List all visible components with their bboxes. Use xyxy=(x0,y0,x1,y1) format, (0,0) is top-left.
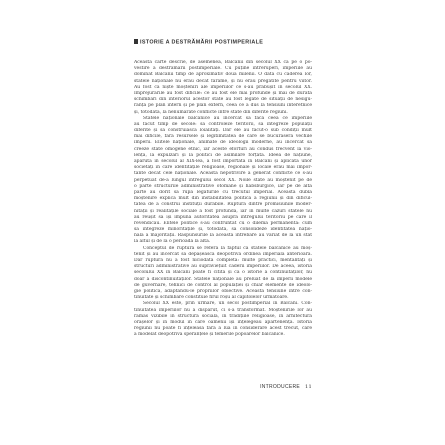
text-line: imperii. Elitele naționale, animate de ideologii moderne, au încercat să xyxy=(134,140,312,146)
text-line: Au fost ca niște moșteniri ale imperiilor ce s-au prăbușit în secolul XX. xyxy=(134,84,312,90)
text-line: statele naționale nu erau decât fărâme, și nu erau pregătite pentru viitor. xyxy=(134,78,312,84)
text-line: să integreze minoritățile și, totodată, să consolideze identitatea națio- xyxy=(134,227,312,233)
text-line: dominat Balcanii timp de aproximativ două milenii. O dată cu căderea lor, xyxy=(134,72,312,78)
running-header-text: ISTORIE A DESTRĂMĂRII POSTIMPERIALE xyxy=(140,39,264,46)
text-line: regiunii nu poate fi înțeleasă fără a lua în considerare acest trecut, care xyxy=(134,326,312,332)
text-line: diferite și să construiască loialități. Dar ele au făcut-o sub condiții mult xyxy=(134,128,312,134)
text-line: tinuitate și schimbare constituie firul roșu al capitolelor următoare. xyxy=(134,295,289,301)
body-text xyxy=(134,60,312,338)
text-line: structuri administrative au supraviețuit căderii imperiilor. De aceea, istoria xyxy=(134,264,312,270)
page-number: 11 xyxy=(305,384,312,390)
text-line: creeze state omogene etnic, iar aceste eforturi au condus frecvent la vio- xyxy=(134,146,312,152)
running-header xyxy=(134,39,263,45)
text-line: de guvernare, tehnici de control al populației și chiar elemente de ideolo- xyxy=(134,282,312,288)
text-line: la altul și de la o perioadă la alta. xyxy=(134,239,211,245)
text-line: doar a discontinuităților. Statele naționale au preluat de la imperii modele xyxy=(134,276,312,282)
page-footer xyxy=(134,384,312,390)
paragraph xyxy=(134,301,312,338)
text-line: perpetuat de-a lungul întregului secol XX. Noile state au moștenit pe de xyxy=(134,177,312,183)
text-line: Dar ruptura nu a fost niciodată completă: multe practici, mentalități și xyxy=(134,258,312,263)
text-line: a modelat deopotrivă speranțele și temerile popoarelor balcanice. xyxy=(134,332,285,338)
footer-label: INTRODUCERE xyxy=(260,384,301,390)
text-line: Această carte descrie, de asemenea, Balcanii din secolul XX ca pe o po- xyxy=(134,60,312,65)
text-line: moștenire explică mult din instabilitatea politică a regiunii și din dificul- xyxy=(134,196,312,202)
text-line: gie politică, adaptându-le propriilor obiective. Această tensiune între con- xyxy=(134,288,312,294)
text-line: au reușit să își impună autoritatea asupra întregului teritoriu pe care îl xyxy=(134,214,312,220)
text-line: secolului XX în Balcani poate fi citită și ca o istorie a continuităților, nu xyxy=(134,270,312,276)
text-line: apărută în secolul al XIX-lea, a fost importată în Balcani și aplicată unor xyxy=(134,159,312,164)
text-line: orașelor și în modul în care oamenii își înțelegeau apartenența. Istoria xyxy=(134,319,312,325)
text-line: tinuitatea imperiilor nu a dispărut, ci s-a transformat. Moștenirile lor au xyxy=(134,307,312,313)
text-line: rămas vizibile în structura socială, în tradițiile religioase, în arhitectura xyxy=(134,313,312,319)
text-line: tenit și au încercat să depășească deopotrivă ordinea imperială anterioară. xyxy=(134,251,312,257)
text-line: o parte structurile administrative otomane și habsburgice, iar pe de altă xyxy=(134,183,312,189)
text-line: ranță pe plan intern și pe plan extern, ceea ce a dus la tensiuni interetnice xyxy=(134,103,312,109)
text-line: Conceptul de ruptură se referă la faptul că statele balcanice au moș- xyxy=(143,245,312,251)
text-line: au făcut timp de secole: să controleze teritorii, să integreze populații xyxy=(134,121,312,127)
text-line: Împrejurările au fost dificile: ce au fost ele mai profunde și mai de durată xyxy=(134,90,312,96)
text-line: Secolul XX este, prin urmare, un secol postimperial în Balcani. Con- xyxy=(143,301,312,307)
text-line: schimbări din interiorul acestor state au fost legate de situații de nesigu- xyxy=(134,97,312,103)
paragraph xyxy=(134,60,312,116)
header-marker xyxy=(134,39,138,44)
text-line: revendicau. Elitele politice s-au confruntat cu o dilemă permanentă: cum xyxy=(134,220,312,226)
text-line: tatea de a construi instituții durabile. Ruptura dintre promisiunile moder- xyxy=(134,202,312,208)
text-line: și, totodată, la nenumărate conflicte între state din diferite regiuni. xyxy=(134,109,288,115)
text-line: societăți în care identitățile religioase, regionale și locale erau mai impor- xyxy=(134,165,312,171)
text-line: Statele naționale balcanice au încercat să facă ceea ce imperiile xyxy=(143,115,312,121)
text-line: nității și realitățile sociale a fost profundă, iar în multe cazuri statele nu xyxy=(134,208,312,214)
text-line: vestire a destrămării postimperiale. Cu puține întreruperi, imperiile au xyxy=(134,66,312,72)
text-line: lență, la expulzări și la politici de asimilare forțată. Ideea de națiune, xyxy=(134,152,312,158)
text-line: parte au dorit să rupă legăturile cu trecutul imperial. Această dublă xyxy=(134,189,312,195)
text-line: tante decât cele naționale. Această nepotrivire a generat conflicte ce s-au xyxy=(134,171,312,177)
paragraph xyxy=(134,246,312,302)
paragraph xyxy=(134,116,312,246)
text-line: nală a majorității. Răspunsurile la această întrebare au variat de la un stat xyxy=(134,233,312,239)
text-line: mai dificile, fără resursele și legitimitatea de care se bucuraseră vechile xyxy=(134,134,312,140)
